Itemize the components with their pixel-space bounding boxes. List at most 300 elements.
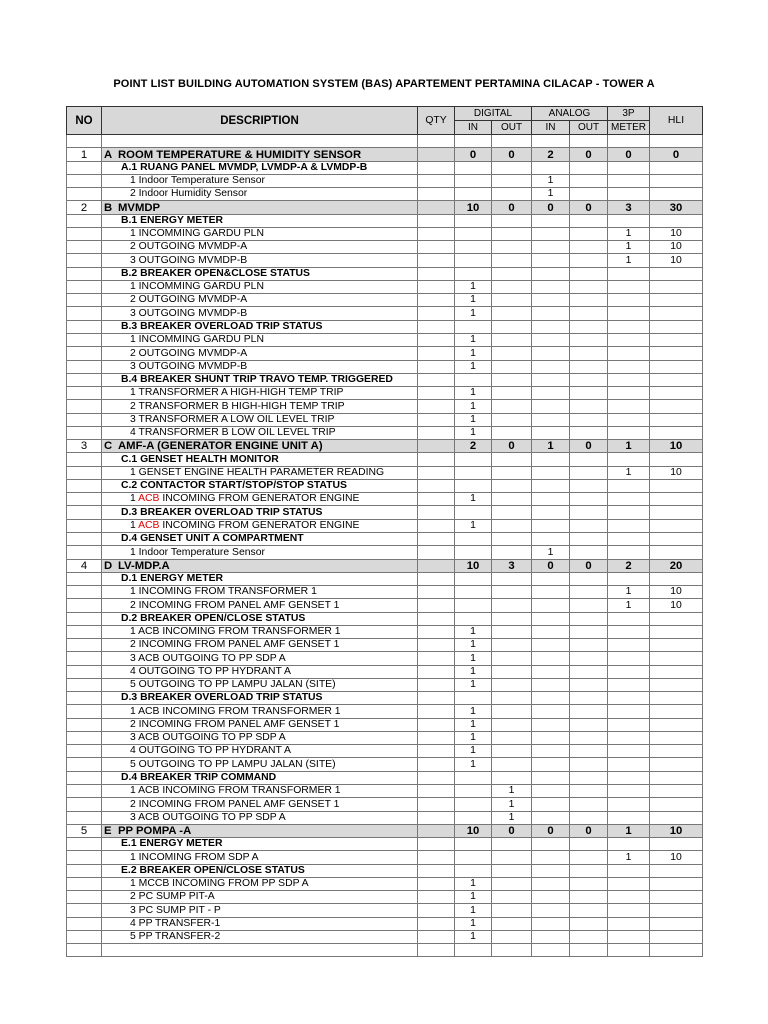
digital-in-value: 1 bbox=[455, 665, 492, 678]
point-description bbox=[102, 466, 418, 479]
digital-out-value bbox=[492, 665, 532, 678]
hli-value: 10 bbox=[650, 241, 703, 254]
subsection-label: BREAKER OPEN/CLOSE STATUS bbox=[139, 864, 305, 876]
qty-cell bbox=[418, 891, 455, 904]
no-cell bbox=[67, 227, 102, 240]
analog-in-cell bbox=[532, 506, 570, 519]
point-row bbox=[67, 917, 703, 930]
subsection-code: D.2 bbox=[121, 612, 138, 624]
analog-out-value bbox=[570, 586, 608, 599]
analog-in-value: 0 bbox=[532, 824, 570, 837]
hli-value bbox=[650, 745, 703, 758]
analog-in-value: 0 bbox=[532, 201, 570, 214]
subsection-label: BREAKER OVERLOAD TRIP STATUS bbox=[140, 692, 323, 704]
point-row bbox=[67, 333, 703, 346]
no-cell bbox=[67, 161, 102, 174]
analog-out-value bbox=[570, 360, 608, 373]
analog-out-value bbox=[570, 294, 608, 307]
meter-cell bbox=[608, 838, 650, 851]
analog-in-value bbox=[532, 731, 570, 744]
item-label: Indoor Temperature Sensor bbox=[138, 546, 265, 558]
item-label: OUTGOING MVMDP-A bbox=[138, 347, 248, 359]
meter-value bbox=[608, 280, 650, 293]
hli-value bbox=[650, 665, 703, 678]
meter-value bbox=[608, 307, 650, 320]
qty-cell bbox=[418, 174, 455, 187]
subsection-row bbox=[67, 532, 703, 545]
qty-cell bbox=[418, 333, 455, 346]
item-label: INCOMING FROM PANEL AMF GENSET 1 bbox=[138, 798, 340, 810]
no-cell bbox=[67, 373, 102, 386]
subsection-title bbox=[102, 373, 418, 386]
no-cell bbox=[67, 944, 102, 957]
digital-out-value bbox=[492, 280, 532, 293]
digital-out-value bbox=[492, 519, 532, 532]
meter-value bbox=[608, 400, 650, 413]
point-description bbox=[102, 705, 418, 718]
section-title bbox=[102, 559, 418, 572]
hli-value: 10 bbox=[650, 254, 703, 267]
item-number: 3 bbox=[130, 732, 136, 744]
item-label: PP TRANSFER-1 bbox=[138, 917, 221, 929]
item-number: 1 bbox=[130, 851, 136, 863]
meter-cell bbox=[608, 771, 650, 784]
digital-out-value bbox=[492, 188, 532, 201]
hli-cell bbox=[650, 161, 703, 174]
hli-value bbox=[650, 930, 703, 943]
header-digital-in: IN bbox=[455, 121, 492, 135]
subsection-code: B.3 bbox=[121, 320, 138, 332]
point-description bbox=[102, 625, 418, 638]
digital-out-value bbox=[492, 586, 532, 599]
header-hli: HLI bbox=[650, 107, 703, 135]
qty-cell bbox=[418, 930, 455, 943]
item-label: MCCB INCOMING FROM PP SDP A bbox=[138, 878, 309, 890]
item-label: INCOMING FROM PANEL AMF GENSET 1 bbox=[138, 718, 340, 730]
item-label: OUTGOING TO PP HYDRANT A bbox=[138, 665, 291, 677]
meter-cell bbox=[608, 135, 650, 148]
analog-in-value bbox=[532, 599, 570, 612]
point-description bbox=[102, 333, 418, 346]
header-meter: METER bbox=[608, 121, 650, 135]
analog-out-value bbox=[570, 413, 608, 426]
analog-in-value bbox=[532, 519, 570, 532]
subsection-title bbox=[102, 692, 418, 705]
analog-out-cell bbox=[570, 692, 608, 705]
hli-value bbox=[650, 705, 703, 718]
item-number: 5 bbox=[130, 679, 136, 691]
item-number: 1 bbox=[130, 228, 136, 240]
qty-cell bbox=[418, 718, 455, 731]
analog-in-value bbox=[532, 639, 570, 652]
no-cell bbox=[67, 652, 102, 665]
hli-value bbox=[650, 347, 703, 360]
digital-out-value bbox=[492, 891, 532, 904]
header-qty: QTY bbox=[418, 107, 455, 135]
point-row bbox=[67, 241, 703, 254]
analog-in-value bbox=[532, 705, 570, 718]
hli-value bbox=[650, 625, 703, 638]
item-label: INCOMING FROM GENERATOR ENGINE bbox=[162, 519, 360, 531]
no-cell bbox=[67, 811, 102, 824]
hli-cell bbox=[650, 771, 703, 784]
item-label: OUTGOING MVMDP-B bbox=[138, 254, 248, 266]
meter-value bbox=[608, 718, 650, 731]
item-device-tag: ACB bbox=[138, 493, 160, 505]
point-row bbox=[67, 174, 703, 187]
digital-in-value: 0 bbox=[455, 148, 492, 161]
no-cell bbox=[67, 731, 102, 744]
digital-in-value: 1 bbox=[455, 333, 492, 346]
digital-out-value: 0 bbox=[492, 440, 532, 453]
item-number: 1 bbox=[130, 626, 136, 638]
meter-value bbox=[608, 665, 650, 678]
hli-cell bbox=[650, 944, 703, 957]
point-description bbox=[102, 546, 418, 559]
qty-cell bbox=[418, 811, 455, 824]
section-row bbox=[67, 440, 703, 453]
digital-in-value: 1 bbox=[455, 678, 492, 691]
subsection-title bbox=[102, 771, 418, 784]
hli-cell bbox=[650, 373, 703, 386]
analog-in-value bbox=[532, 891, 570, 904]
meter-cell bbox=[608, 612, 650, 625]
hli-value bbox=[650, 546, 703, 559]
section-label: PP POMPA -A bbox=[118, 825, 192, 838]
analog-in-value bbox=[532, 586, 570, 599]
subsection-label: GENSET HEALTH MONITOR bbox=[140, 453, 279, 465]
digital-out-cell bbox=[492, 453, 532, 466]
qty-cell bbox=[418, 413, 455, 426]
point-row bbox=[67, 586, 703, 599]
digital-in-cell bbox=[455, 944, 492, 957]
analog-in-value: 2 bbox=[532, 148, 570, 161]
qty-cell bbox=[418, 479, 455, 492]
digital-out-value bbox=[492, 493, 532, 506]
item-label: INCOMING FROM SDP A bbox=[138, 851, 259, 863]
digital-in-cell bbox=[455, 135, 492, 148]
digital-in-cell bbox=[455, 267, 492, 280]
qty-cell bbox=[418, 267, 455, 280]
analog-in-value bbox=[532, 294, 570, 307]
no-cell bbox=[67, 692, 102, 705]
analog-in-value: 0 bbox=[532, 559, 570, 572]
item-number: 4 bbox=[130, 745, 136, 757]
header-description: DESCRIPTION bbox=[102, 107, 418, 135]
point-row bbox=[67, 652, 703, 665]
digital-out-value bbox=[492, 241, 532, 254]
hli-value: 10 bbox=[650, 227, 703, 240]
hli-value bbox=[650, 678, 703, 691]
point-description bbox=[102, 294, 418, 307]
no-cell bbox=[67, 426, 102, 439]
hli-value bbox=[650, 731, 703, 744]
item-label: INCOMING FROM PANEL AMF GENSET 1 bbox=[138, 599, 340, 611]
meter-cell bbox=[608, 532, 650, 545]
digital-in-value: 1 bbox=[455, 891, 492, 904]
subsection-title bbox=[102, 479, 418, 492]
qty-cell bbox=[418, 493, 455, 506]
section-title bbox=[102, 824, 418, 837]
digital-in-cell bbox=[455, 838, 492, 851]
analog-out-cell bbox=[570, 135, 608, 148]
subsection-label: BREAKER OPEN&CLOSE STATUS bbox=[140, 267, 310, 279]
analog-in-cell bbox=[532, 373, 570, 386]
hli-value bbox=[650, 758, 703, 771]
no-cell bbox=[67, 294, 102, 307]
point-description bbox=[102, 652, 418, 665]
hli-cell bbox=[650, 572, 703, 585]
analog-out-cell bbox=[570, 771, 608, 784]
analog-in-value bbox=[532, 493, 570, 506]
no-cell bbox=[67, 864, 102, 877]
analog-in-cell bbox=[532, 453, 570, 466]
digital-in-value: 1 bbox=[455, 360, 492, 373]
no-cell bbox=[67, 387, 102, 400]
hli-value bbox=[650, 917, 703, 930]
analog-in-value bbox=[532, 758, 570, 771]
digital-out-value bbox=[492, 466, 532, 479]
qty-cell bbox=[418, 599, 455, 612]
analog-out-cell bbox=[570, 267, 608, 280]
analog-in-value: 1 bbox=[532, 174, 570, 187]
hli-cell bbox=[650, 479, 703, 492]
no-cell bbox=[67, 838, 102, 851]
digital-out-value bbox=[492, 639, 532, 652]
digital-out-value: 0 bbox=[492, 201, 532, 214]
digital-in-cell bbox=[455, 373, 492, 386]
digital-in-value: 10 bbox=[455, 824, 492, 837]
meter-cell bbox=[608, 214, 650, 227]
point-row bbox=[67, 705, 703, 718]
analog-out-value bbox=[570, 333, 608, 346]
digital-out-value bbox=[492, 333, 532, 346]
subsection-row bbox=[67, 692, 703, 705]
analog-out-value: 0 bbox=[570, 440, 608, 453]
digital-out-value bbox=[492, 227, 532, 240]
analog-in-cell bbox=[532, 864, 570, 877]
no-cell bbox=[67, 639, 102, 652]
digital-in-value bbox=[455, 254, 492, 267]
no-cell bbox=[67, 532, 102, 545]
analog-out-value bbox=[570, 254, 608, 267]
digital-in-value bbox=[455, 174, 492, 187]
hli-value bbox=[650, 307, 703, 320]
analog-out-value bbox=[570, 174, 608, 187]
digital-out-cell bbox=[492, 944, 532, 957]
analog-in-cell bbox=[532, 135, 570, 148]
digital-in-value bbox=[455, 586, 492, 599]
hli-value bbox=[650, 493, 703, 506]
analog-out-value bbox=[570, 851, 608, 864]
analog-out-value bbox=[570, 599, 608, 612]
qty-cell bbox=[418, 320, 455, 333]
digital-in-cell bbox=[455, 612, 492, 625]
meter-value bbox=[608, 625, 650, 638]
analog-in-value bbox=[532, 466, 570, 479]
qty-cell bbox=[418, 944, 455, 957]
subsection-row bbox=[67, 214, 703, 227]
hli-value bbox=[650, 811, 703, 824]
qty-cell bbox=[418, 586, 455, 599]
point-description bbox=[102, 665, 418, 678]
point-description bbox=[102, 174, 418, 187]
meter-cell bbox=[608, 373, 650, 386]
item-label: Indoor Temperature Sensor bbox=[138, 175, 265, 187]
no-cell bbox=[67, 586, 102, 599]
point-row bbox=[67, 426, 703, 439]
meter-value bbox=[608, 294, 650, 307]
qty-cell bbox=[418, 241, 455, 254]
digital-out-value bbox=[492, 745, 532, 758]
point-row bbox=[67, 387, 703, 400]
subsection-row bbox=[67, 771, 703, 784]
point-description bbox=[102, 930, 418, 943]
analog-out-value bbox=[570, 745, 608, 758]
point-row bbox=[67, 877, 703, 890]
subsection-label: ENERGY METER bbox=[140, 573, 224, 585]
digital-out-value: 1 bbox=[492, 811, 532, 824]
subsection-label: RUANG PANEL MVMDP, LVMDP-A & LVMDP-B bbox=[140, 161, 368, 173]
point-description bbox=[102, 413, 418, 426]
point-row bbox=[67, 665, 703, 678]
digital-out-value bbox=[492, 877, 532, 890]
digital-in-value: 1 bbox=[455, 917, 492, 930]
analog-out-value: 0 bbox=[570, 824, 608, 837]
no-cell bbox=[67, 400, 102, 413]
point-description bbox=[102, 731, 418, 744]
meter-value bbox=[608, 758, 650, 771]
item-label: ACB OUTGOING TO PP SDP A bbox=[138, 811, 286, 823]
qty-cell bbox=[418, 652, 455, 665]
digital-in-value: 1 bbox=[455, 387, 492, 400]
analog-in-value bbox=[532, 877, 570, 890]
item-number: 1 bbox=[130, 466, 136, 478]
qty-cell bbox=[418, 440, 455, 453]
row-number: 5 bbox=[67, 824, 102, 837]
point-row bbox=[67, 891, 703, 904]
analog-out-value bbox=[570, 877, 608, 890]
analog-out-cell bbox=[570, 532, 608, 545]
hli-cell bbox=[650, 506, 703, 519]
qty-cell bbox=[418, 426, 455, 439]
hli-value bbox=[650, 877, 703, 890]
item-label: OUTGOING TO PP LAMPU JALAN (SITE) bbox=[138, 758, 336, 770]
point-description bbox=[102, 917, 418, 930]
digital-in-cell bbox=[455, 864, 492, 877]
digital-out-value bbox=[492, 294, 532, 307]
no-cell bbox=[67, 174, 102, 187]
section-label: ROOM TEMPERATURE & HUMIDITY SENSOR bbox=[118, 148, 362, 161]
item-label: ACB INCOMING FROM TRANSFORMER 1 bbox=[138, 785, 341, 797]
point-row bbox=[67, 466, 703, 479]
item-number: 1 bbox=[130, 785, 136, 797]
digital-in-cell bbox=[455, 572, 492, 585]
qty-cell bbox=[418, 280, 455, 293]
no-cell bbox=[67, 347, 102, 360]
subsection-code: C.1 bbox=[121, 453, 138, 465]
analog-out-value: 0 bbox=[570, 559, 608, 572]
hli-cell bbox=[650, 320, 703, 333]
subsection-row bbox=[67, 267, 703, 280]
header-analog: ANALOG bbox=[532, 107, 608, 121]
point-description bbox=[102, 877, 418, 890]
point-row bbox=[67, 294, 703, 307]
analog-out-value bbox=[570, 917, 608, 930]
analog-out-cell bbox=[570, 320, 608, 333]
analog-out-value: 0 bbox=[570, 201, 608, 214]
item-number: 2 bbox=[130, 400, 136, 412]
row-number: 1 bbox=[67, 148, 102, 161]
item-label: INCOMING FROM PANEL AMF GENSET 1 bbox=[138, 639, 340, 651]
analog-in-cell bbox=[532, 214, 570, 227]
item-number: 3 bbox=[130, 811, 136, 823]
digital-in-value: 1 bbox=[455, 731, 492, 744]
meter-value: 1 bbox=[608, 466, 650, 479]
qty-cell bbox=[418, 917, 455, 930]
no-cell bbox=[67, 678, 102, 691]
item-number: 1 bbox=[130, 586, 136, 598]
subsection-code: D.3 bbox=[121, 692, 138, 704]
hli-value bbox=[650, 400, 703, 413]
point-description bbox=[102, 891, 418, 904]
qty-cell bbox=[418, 519, 455, 532]
point-description bbox=[102, 347, 418, 360]
analog-out-value bbox=[570, 307, 608, 320]
analog-out-value bbox=[570, 678, 608, 691]
digital-in-value: 1 bbox=[455, 519, 492, 532]
analog-out-cell bbox=[570, 864, 608, 877]
meter-value bbox=[608, 347, 650, 360]
item-number: 2 bbox=[130, 241, 136, 253]
qty-cell bbox=[418, 785, 455, 798]
qty-cell bbox=[418, 466, 455, 479]
item-device-tag: ACB bbox=[138, 519, 160, 531]
item-label: PP TRANSFER-2 bbox=[138, 931, 221, 943]
item-number: 1 bbox=[130, 281, 136, 293]
point-row bbox=[67, 745, 703, 758]
digital-out-value bbox=[492, 930, 532, 943]
section-label: AMF-A (GENERATOR ENGINE UNIT A) bbox=[118, 440, 323, 453]
digital-in-value: 1 bbox=[455, 400, 492, 413]
meter-cell bbox=[608, 320, 650, 333]
item-label: TRANSFORMER A HIGH-HIGH TEMP TRIP bbox=[138, 387, 344, 399]
qty-cell bbox=[418, 254, 455, 267]
meter-value bbox=[608, 917, 650, 930]
digital-out-value bbox=[492, 731, 532, 744]
qty-cell bbox=[418, 838, 455, 851]
item-label: ACB OUTGOING TO PP SDP A bbox=[138, 652, 286, 664]
digital-out-cell bbox=[492, 838, 532, 851]
analog-in-value bbox=[532, 413, 570, 426]
digital-in-value bbox=[455, 811, 492, 824]
qty-cell bbox=[418, 546, 455, 559]
analog-in-value bbox=[532, 426, 570, 439]
item-number: 2 bbox=[130, 294, 136, 306]
digital-out-cell bbox=[492, 506, 532, 519]
item-number: 3 bbox=[130, 254, 136, 266]
item-label: PC SUMP PIT-A bbox=[138, 891, 215, 903]
analog-in-value bbox=[532, 904, 570, 917]
analog-out-value bbox=[570, 785, 608, 798]
document-title: POINT LIST BUILDING AUTOMATION SYSTEM (BAS) APARTEMENT PERTAMINA CILACAP - TOWER A bbox=[113, 78, 655, 90]
analog-out-value bbox=[570, 188, 608, 201]
meter-value bbox=[608, 678, 650, 691]
hli-value: 10 bbox=[650, 586, 703, 599]
no-cell bbox=[67, 519, 102, 532]
header-digital: DIGITAL bbox=[455, 107, 532, 121]
no-cell bbox=[67, 254, 102, 267]
